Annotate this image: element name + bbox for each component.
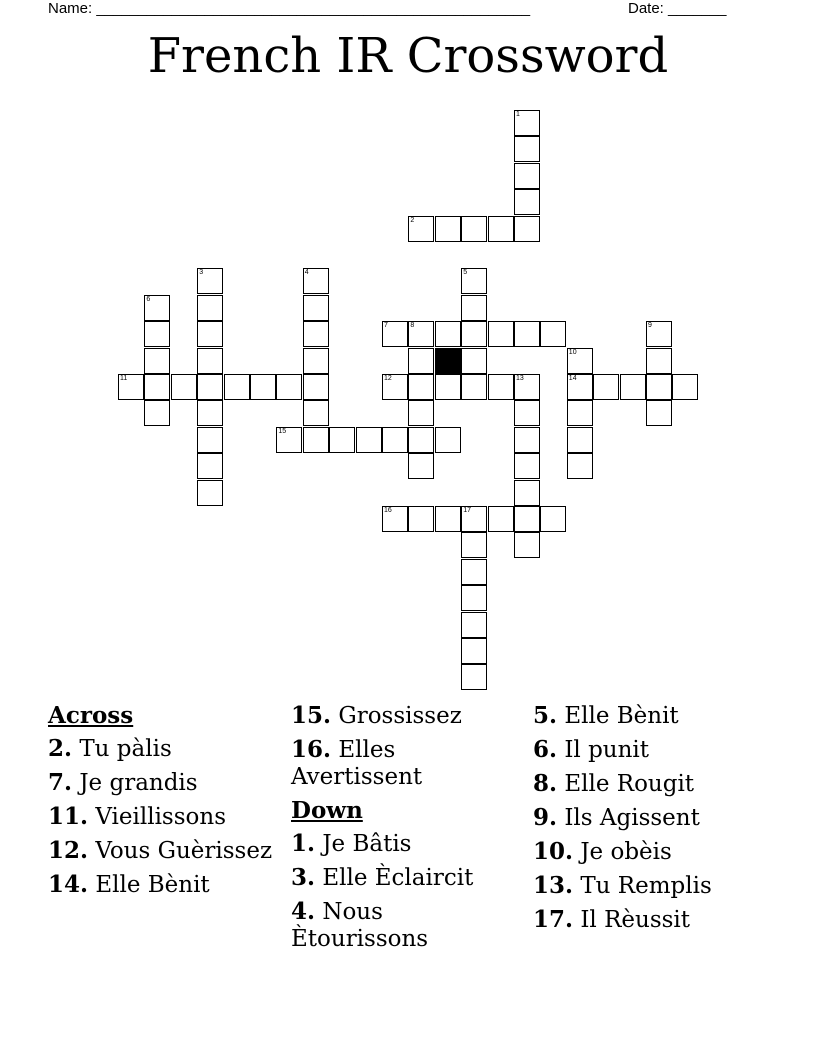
- grid-cell[interactable]: [408, 506, 434, 532]
- grid-cell[interactable]: [620, 374, 646, 400]
- clue-down-13: 13. Tu Remplis: [533, 872, 712, 899]
- cell-number: 3: [199, 269, 204, 277]
- grid-cell[interactable]: [646, 400, 672, 426]
- cell-number: 11: [120, 375, 128, 382]
- cell-number: 6: [146, 295, 151, 303]
- grid-cell[interactable]: [461, 506, 487, 532]
- grid-cell[interactable]: [197, 321, 223, 347]
- cell-number: 10: [568, 348, 577, 356]
- grid-cell[interactable]: [514, 189, 540, 215]
- grid-cell[interactable]: [303, 321, 329, 347]
- grid-cell[interactable]: [303, 268, 329, 294]
- grid-cell[interactable]: [356, 427, 382, 453]
- grid-cell[interactable]: [303, 427, 329, 453]
- clue-down-4: 4. Nous Ètourissons: [291, 898, 429, 952]
- grid-cell[interactable]: [461, 612, 487, 638]
- grid-cell[interactable]: [435, 374, 461, 400]
- grid-cell[interactable]: [461, 295, 487, 321]
- cell-number: 7: [384, 322, 388, 330]
- grid-cell[interactable]: [303, 348, 329, 374]
- clue-down-10: 10. Je obèis: [533, 838, 672, 865]
- grid-cell[interactable]: [540, 506, 566, 532]
- grid-cell[interactable]: [435, 216, 461, 242]
- grid-cell[interactable]: [514, 374, 540, 400]
- grid-cell[interactable]: [461, 559, 487, 585]
- grid-cell[interactable]: [567, 427, 593, 453]
- grid-cell[interactable]: [514, 453, 540, 479]
- grid-cell[interactable]: [514, 400, 540, 426]
- grid-cell[interactable]: [461, 374, 487, 400]
- grid-cell[interactable]: [567, 453, 593, 479]
- clue-across-16: 16. Elles Avertissent: [291, 736, 423, 790]
- grid-cell[interactable]: [672, 374, 698, 400]
- grid-cell[interactable]: [488, 506, 514, 532]
- grid-cell[interactable]: [514, 136, 540, 162]
- grid-cell[interactable]: [118, 374, 144, 400]
- clue-across-12: 12. Vous Guèrissez: [48, 837, 273, 864]
- grid-cell[interactable]: [276, 374, 302, 400]
- grid-cell[interactable]: [514, 216, 540, 242]
- across-heading: Across: [48, 702, 134, 729]
- grid-cell[interactable]: [435, 506, 461, 532]
- grid-cell[interactable]: [276, 427, 302, 453]
- grid-cell[interactable]: [461, 268, 487, 294]
- grid-cell[interactable]: [408, 348, 434, 374]
- clue-across-14: 14. Elle Bènit: [48, 871, 210, 898]
- clue-across-7: 7. Je grandis: [48, 769, 198, 796]
- clue-down-8: 8. Elle Rougit: [533, 770, 695, 797]
- grid-cell[interactable]: [514, 321, 540, 347]
- grid-cell[interactable]: [382, 506, 408, 532]
- grid-cell[interactable]: [197, 348, 223, 374]
- grid-cell[interactable]: [144, 374, 170, 400]
- grid-cell[interactable]: [197, 453, 223, 479]
- black-cell: [435, 348, 461, 374]
- clue-down-5: 5. Elle Bènit: [533, 702, 679, 729]
- grid-cell[interactable]: [461, 532, 487, 558]
- cell-number: 4: [304, 269, 309, 277]
- down-heading: Down: [291, 797, 363, 824]
- grid-cell[interactable]: [461, 216, 487, 242]
- clue-across-15: 15. Grossissez: [291, 702, 462, 729]
- grid-cell[interactable]: [408, 374, 434, 400]
- grid-cell[interactable]: [514, 427, 540, 453]
- grid-cell[interactable]: [435, 321, 461, 347]
- grid-cell[interactable]: [382, 427, 408, 453]
- clue-down-1: 1. Je Bâtis: [291, 830, 412, 857]
- grid-cell[interactable]: [567, 374, 593, 400]
- grid-cell[interactable]: [197, 268, 223, 294]
- cell-number: 13: [516, 375, 524, 382]
- cell-number: 15: [278, 427, 287, 435]
- grid-cell[interactable]: [514, 532, 540, 558]
- name-line[interactable]: Name: ____________________________________________________: [48, 0, 531, 17]
- grid-cell[interactable]: [488, 216, 514, 242]
- grid-cell[interactable]: [224, 374, 250, 400]
- grid-cell[interactable]: [646, 374, 672, 400]
- grid-cell[interactable]: [461, 348, 487, 374]
- cell-number: 9: [648, 322, 652, 330]
- grid-cell[interactable]: [250, 374, 276, 400]
- grid-cell[interactable]: [567, 348, 593, 374]
- clue-down-9: 9. Ils Agissent: [533, 804, 700, 831]
- grid-cell[interactable]: [382, 321, 408, 347]
- grid-cell[interactable]: [461, 321, 487, 347]
- grid-cell[interactable]: [382, 374, 408, 400]
- cell-number: 16: [384, 507, 392, 514]
- clue-across-2: 2. Tu pàlis: [48, 735, 172, 762]
- grid-cell[interactable]: [303, 374, 329, 400]
- clue-down-17: 17. Il Rèussit: [533, 906, 691, 933]
- cell-number: 17: [463, 507, 471, 514]
- cell-number: 5: [463, 269, 468, 277]
- grid-cell[interactable]: [303, 295, 329, 321]
- grid-cell[interactable]: [329, 427, 355, 453]
- grid-cell[interactable]: [408, 453, 434, 479]
- clue-down-6: 6. Il punit: [533, 736, 650, 763]
- grid-cell[interactable]: [514, 480, 540, 506]
- clues-column-1: [48, 702, 284, 905]
- grid-cell[interactable]: [408, 427, 434, 453]
- grid-cell[interactable]: [303, 400, 329, 426]
- date-line[interactable]: Date: _______: [628, 0, 727, 17]
- grid-cell[interactable]: [408, 400, 434, 426]
- page-title: French IR Crossword: [147, 28, 669, 84]
- grid-cell[interactable]: [197, 374, 223, 400]
- grid-cell[interactable]: [435, 427, 461, 453]
- grid-cell[interactable]: [488, 374, 514, 400]
- grid-cell[interactable]: [197, 480, 223, 506]
- grid-cell[interactable]: [646, 321, 672, 347]
- clues-column-3: [533, 702, 793, 940]
- grid-cell[interactable]: [540, 321, 566, 347]
- grid-cell[interactable]: [646, 348, 672, 374]
- clue-down-3: 3. Elle Èclaircit: [291, 864, 474, 891]
- grid-cell[interactable]: [567, 400, 593, 426]
- grid-cell[interactable]: [514, 506, 540, 532]
- grid-cell[interactable]: [461, 638, 487, 664]
- grid-cell[interactable]: [514, 163, 540, 189]
- grid-cell[interactable]: [461, 664, 487, 690]
- grid-cell[interactable]: [514, 110, 540, 136]
- grid-cell[interactable]: [197, 427, 223, 453]
- grid-cell[interactable]: [144, 295, 170, 321]
- cell-number: 8: [410, 322, 415, 330]
- grid-cell[interactable]: [144, 348, 170, 374]
- grid-cell[interactable]: [197, 295, 223, 321]
- grid-cell[interactable]: [144, 321, 170, 347]
- grid-cell[interactable]: [408, 216, 434, 242]
- cell-number: 1: [516, 111, 520, 118]
- clue-across-11: 11. Vieillissons: [48, 803, 226, 830]
- grid-cell[interactable]: [408, 321, 434, 347]
- cell-number: 12: [384, 375, 392, 382]
- cell-number: 14: [568, 375, 577, 382]
- grid-cell[interactable]: [488, 321, 514, 347]
- grid-cell[interactable]: [171, 374, 197, 400]
- grid-cell[interactable]: [197, 400, 223, 426]
- grid-cell[interactable]: [593, 374, 619, 400]
- cell-number: 2: [410, 216, 415, 224]
- grid-cell[interactable]: [144, 400, 170, 426]
- grid-cell[interactable]: [461, 585, 487, 611]
- clues-column-2: [291, 702, 527, 959]
